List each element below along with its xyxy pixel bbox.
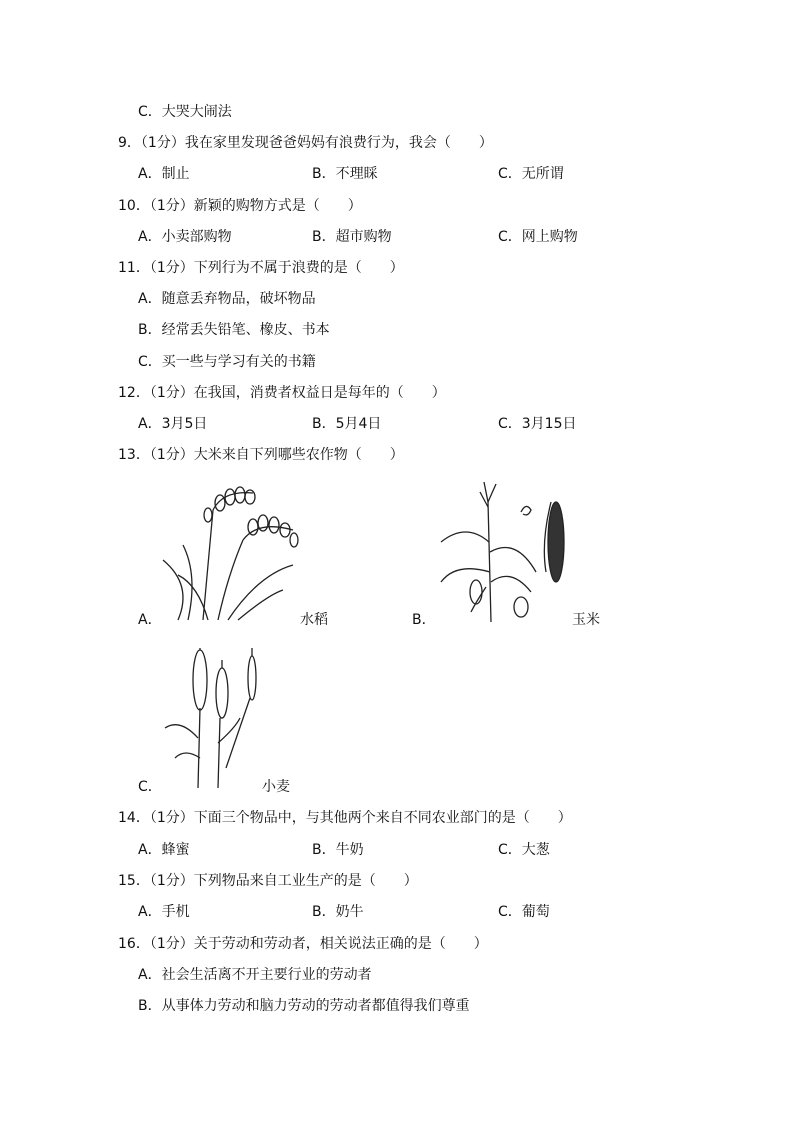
q13-stem: 13．（1分）大米来自下列哪些农作物（ ） (118, 447, 404, 463)
q15-option-a: A．手机 (138, 904, 190, 920)
q13-option-c-caption: 小麦 (262, 779, 290, 795)
q16-option-a: A．社会生活离不开主要行业的劳动者 (138, 967, 372, 983)
q9-stem: 9．（1分）我在家里发现爸爸妈妈有浪费行为，我会（ ） (118, 135, 493, 151)
q16-option-b: B．从事体力劳动和脑力劳动的劳动者都值得我们尊重 (138, 998, 470, 1014)
rice-plant-image (158, 485, 300, 623)
q10-option-a: A．小卖部购物 (138, 229, 232, 245)
q10-option-b: B．超市购物 (312, 229, 392, 245)
q11-option-b: B．经常丢失铅笔、橡皮、书本 (138, 322, 330, 338)
q16-stem: 16．（1分）关于劳动和劳动者，相关说法正确的是（ ） (118, 936, 488, 952)
q10-stem: 10．（1分）新颖的购物方式是（ ） (118, 198, 362, 214)
q12-option-a: A．3月5日 (138, 416, 208, 432)
q14-option-c: C．大葱 (498, 842, 550, 858)
q9-option-a: A．制止 (138, 166, 190, 182)
q13-option-a-letter: A． (138, 612, 162, 628)
q12-option-b: B．5月4日 (312, 416, 382, 432)
wheat-plant-image (160, 648, 266, 790)
q9-option-c: C．无所谓 (498, 166, 564, 182)
q9-option-b: B．不理睬 (312, 166, 378, 182)
q11-option-a: A．随意丢弃物品，破坏物品 (138, 291, 316, 307)
corn-plant-image (436, 482, 572, 624)
q12-option-c: C．3月15日 (498, 416, 577, 432)
q14-option-b: B．牛奶 (312, 842, 364, 858)
q11-option-c: C．买一些与学习有关的书籍 (138, 354, 316, 370)
q14-stem: 14．（1分）下面三个物品中，与其他两个来自不同农业部门的是（ ） (118, 810, 572, 826)
q11-stem: 11．（1分）下列行为不属于浪费的是（ ） (118, 260, 404, 276)
q14-option-a: A．蜂蜜 (138, 842, 190, 858)
q15-stem: 15．（1分）下列物品来自工业生产的是（ ） (118, 873, 418, 889)
q15-option-b: B．奶牛 (312, 904, 364, 920)
q15-option-c: C．葡萄 (498, 904, 550, 920)
q10-option-c: C．网上购物 (498, 229, 578, 245)
q13-option-b-caption: 玉米 (572, 612, 600, 628)
q13-option-a-caption: 水稻 (300, 612, 328, 628)
q13-option-c-letter: C． (138, 779, 162, 795)
q8-option-c: C．大哭大闹法 (138, 104, 232, 120)
q13-option-b-letter: B． (412, 612, 436, 628)
q12-stem: 12．（1分）在我国，消费者权益日是每年的（ ） (118, 385, 446, 401)
